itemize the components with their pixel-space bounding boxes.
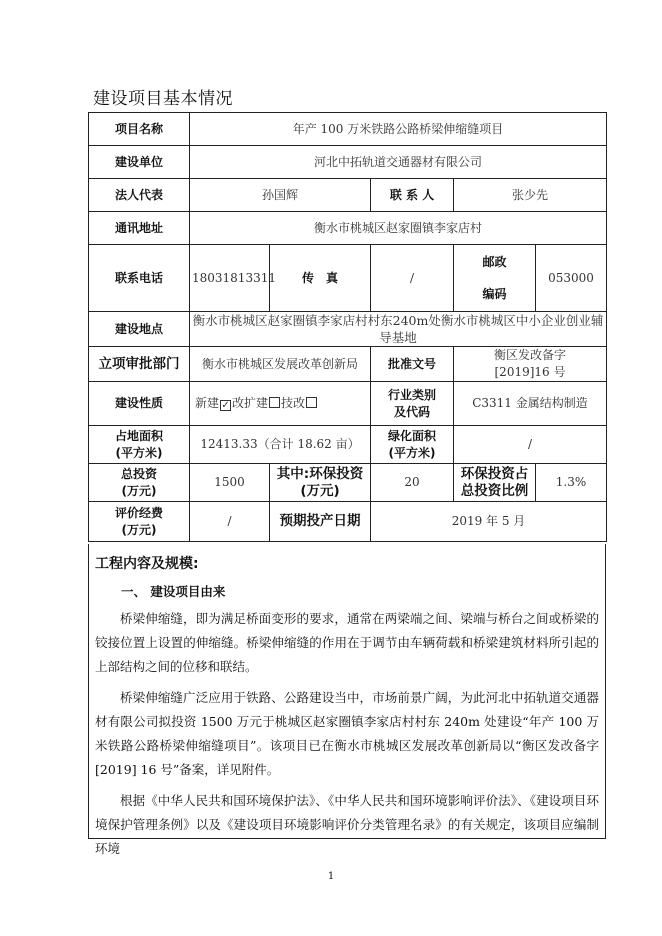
label-eval-cost: [89, 502, 190, 542]
value-production-date: 2019 年 5 月: [371, 502, 607, 542]
label-area-line-2: (平方米): [115, 445, 163, 460]
label-builder: 建设单位: [89, 146, 190, 179]
option-tech-upgrade: 技改: [281, 396, 306, 410]
value-approval-doc: [454, 347, 607, 382]
value-zip: 053000: [536, 245, 607, 312]
label-project-name: 项目名称: [89, 113, 190, 146]
row-phone: [89, 245, 607, 312]
value-legal-rep: 孙国辉: [190, 179, 371, 212]
label-zip-line-1: 邮政: [482, 255, 507, 269]
label-production-date: 预期投产日期: [270, 502, 371, 542]
label-legal-rep: 法人代表: [89, 179, 190, 212]
label-location: 建设地点: [89, 312, 190, 347]
label-fax: 传 真: [270, 245, 371, 312]
row-eval: [89, 502, 607, 542]
label-eval-line-2: (万元): [121, 522, 157, 537]
label-contact: 联 系 人: [371, 179, 454, 212]
value-investment: 1500: [190, 464, 270, 502]
value-approval: 衡水市桃城区发展改革创新局: [190, 347, 371, 382]
value-area: 12413.33（合计 18.62 亩）: [190, 426, 371, 464]
row-builder: [89, 146, 607, 179]
label-eval-line-1: 评价经费: [114, 505, 163, 520]
label-env-line-1: 其中:环保投资: [276, 465, 364, 482]
label-industry-line-1: 行业类别: [387, 387, 436, 402]
value-address: 衡水市桃城区赵家圈镇李家店村: [190, 212, 607, 245]
label-approval-doc: 批准文号: [371, 347, 454, 382]
label-investment-line-1: 总投资: [120, 466, 157, 481]
section-heading: 一、 建设项目由来: [121, 584, 226, 599]
checkbox-checked-icon: [220, 400, 231, 411]
value-location: 衡水市桃城区赵家圈镇李家店村村东240m处衡水市桃城区中小企业创业辅导基地: [190, 312, 607, 347]
row-address: [89, 212, 607, 245]
value-fax: /: [371, 245, 454, 312]
row-area: [89, 426, 607, 464]
label-investment-line-2: (万元): [121, 483, 157, 498]
label-zip-line-2: 编码: [482, 287, 507, 301]
row-location: [89, 312, 607, 347]
document-title: 建设项目基本情况: [93, 89, 233, 109]
value-industry: C3311 金属结构制造: [454, 382, 607, 426]
label-industry: [371, 382, 454, 426]
label-approval: 立项审批部门: [89, 347, 190, 382]
value-project-name: 年产 100 万米铁路公路桥梁伸缩缝项目: [190, 113, 607, 146]
value-builder: 河北中拓轨道交通器材有限公司: [190, 146, 607, 179]
approval-doc-line-2: [2019]16 号: [494, 365, 566, 379]
label-investment: [89, 464, 190, 502]
label-address: 通讯地址: [89, 212, 190, 245]
label-ratio-line-1: 环保投资占: [460, 465, 529, 482]
value-contact: 张少先: [454, 179, 607, 212]
option-new-build: 新建: [195, 396, 220, 410]
value-nature: [190, 382, 371, 426]
label-green-line-2: (平方米): [388, 445, 436, 460]
label-area: [89, 426, 190, 464]
paragraph-3: 根据《中华人民共和国环境保护法》、《中华人民共和国环境影响评价法》、《建设项目环境保护管理条例》以及《建设项目环境影响评价分类管理名录》的有关规定，该项目应编制环境: [95, 793, 599, 856]
page-number: 1: [327, 871, 335, 882]
label-area-line-1: 占地面积: [114, 428, 163, 443]
label-ratio-line-2: 总投资比例: [460, 482, 529, 499]
label-green-line-1: 绿化面积: [387, 428, 436, 443]
row-project-name: [89, 113, 607, 146]
value-green-area: /: [454, 426, 607, 464]
project-content-section: [88, 544, 606, 856]
label-phone: 联系电话: [89, 245, 190, 312]
label-env-line-2: (万元): [300, 482, 340, 499]
project-info-table: [88, 112, 607, 542]
value-env-investment: 20: [371, 464, 454, 502]
content-title: 工程内容及规模:: [95, 556, 199, 572]
paragraph-1: 桥梁伸缩缝，即为满足桥面变形的要求，通常在两梁端之间、梁端与桥台之间或桥梁的铰接位置上设置的伸缩缝。桥梁伸缩缝的作用在于调节由车辆荷载和桥梁建筑材料所引起的上部结构之间的位移和联结。: [95, 611, 599, 674]
approval-doc-line-1: 衡区发改备字: [493, 348, 566, 362]
row-approval: [89, 347, 607, 382]
label-zip: [454, 245, 536, 312]
label-env-investment: [270, 464, 371, 502]
value-eval-cost: /: [190, 502, 270, 542]
label-env-ratio: [454, 464, 536, 502]
row-legal-rep: [89, 179, 607, 212]
row-nature: [89, 382, 607, 426]
label-nature: 建设性质: [89, 382, 190, 426]
row-investment: [89, 464, 607, 502]
checkbox-empty-icon: [269, 397, 280, 408]
value-phone: 18031813311: [190, 245, 270, 312]
value-env-ratio: 1.3%: [536, 464, 607, 502]
checkbox-empty-icon: [306, 397, 317, 408]
option-expansion: 改扩建: [232, 396, 269, 410]
label-green-area: [371, 426, 454, 464]
paragraph-2: 桥梁伸缩缝广泛应用于铁路、公路建设当中，市场前景广阔，为此河北中拓轨道交通器材有限公司拟投资 1500 万元于桃城区赵家圈镇李家店村村东 240m 处建设“年产 100 万米铁路公路桥梁伸缩缝项目”。该项目已在衡水市桃城区发展改革创新局以“衡区发改备字[2019] 16 号”备案，详见附件。: [95, 690, 599, 777]
label-industry-line-2: 及代码: [393, 404, 430, 419]
